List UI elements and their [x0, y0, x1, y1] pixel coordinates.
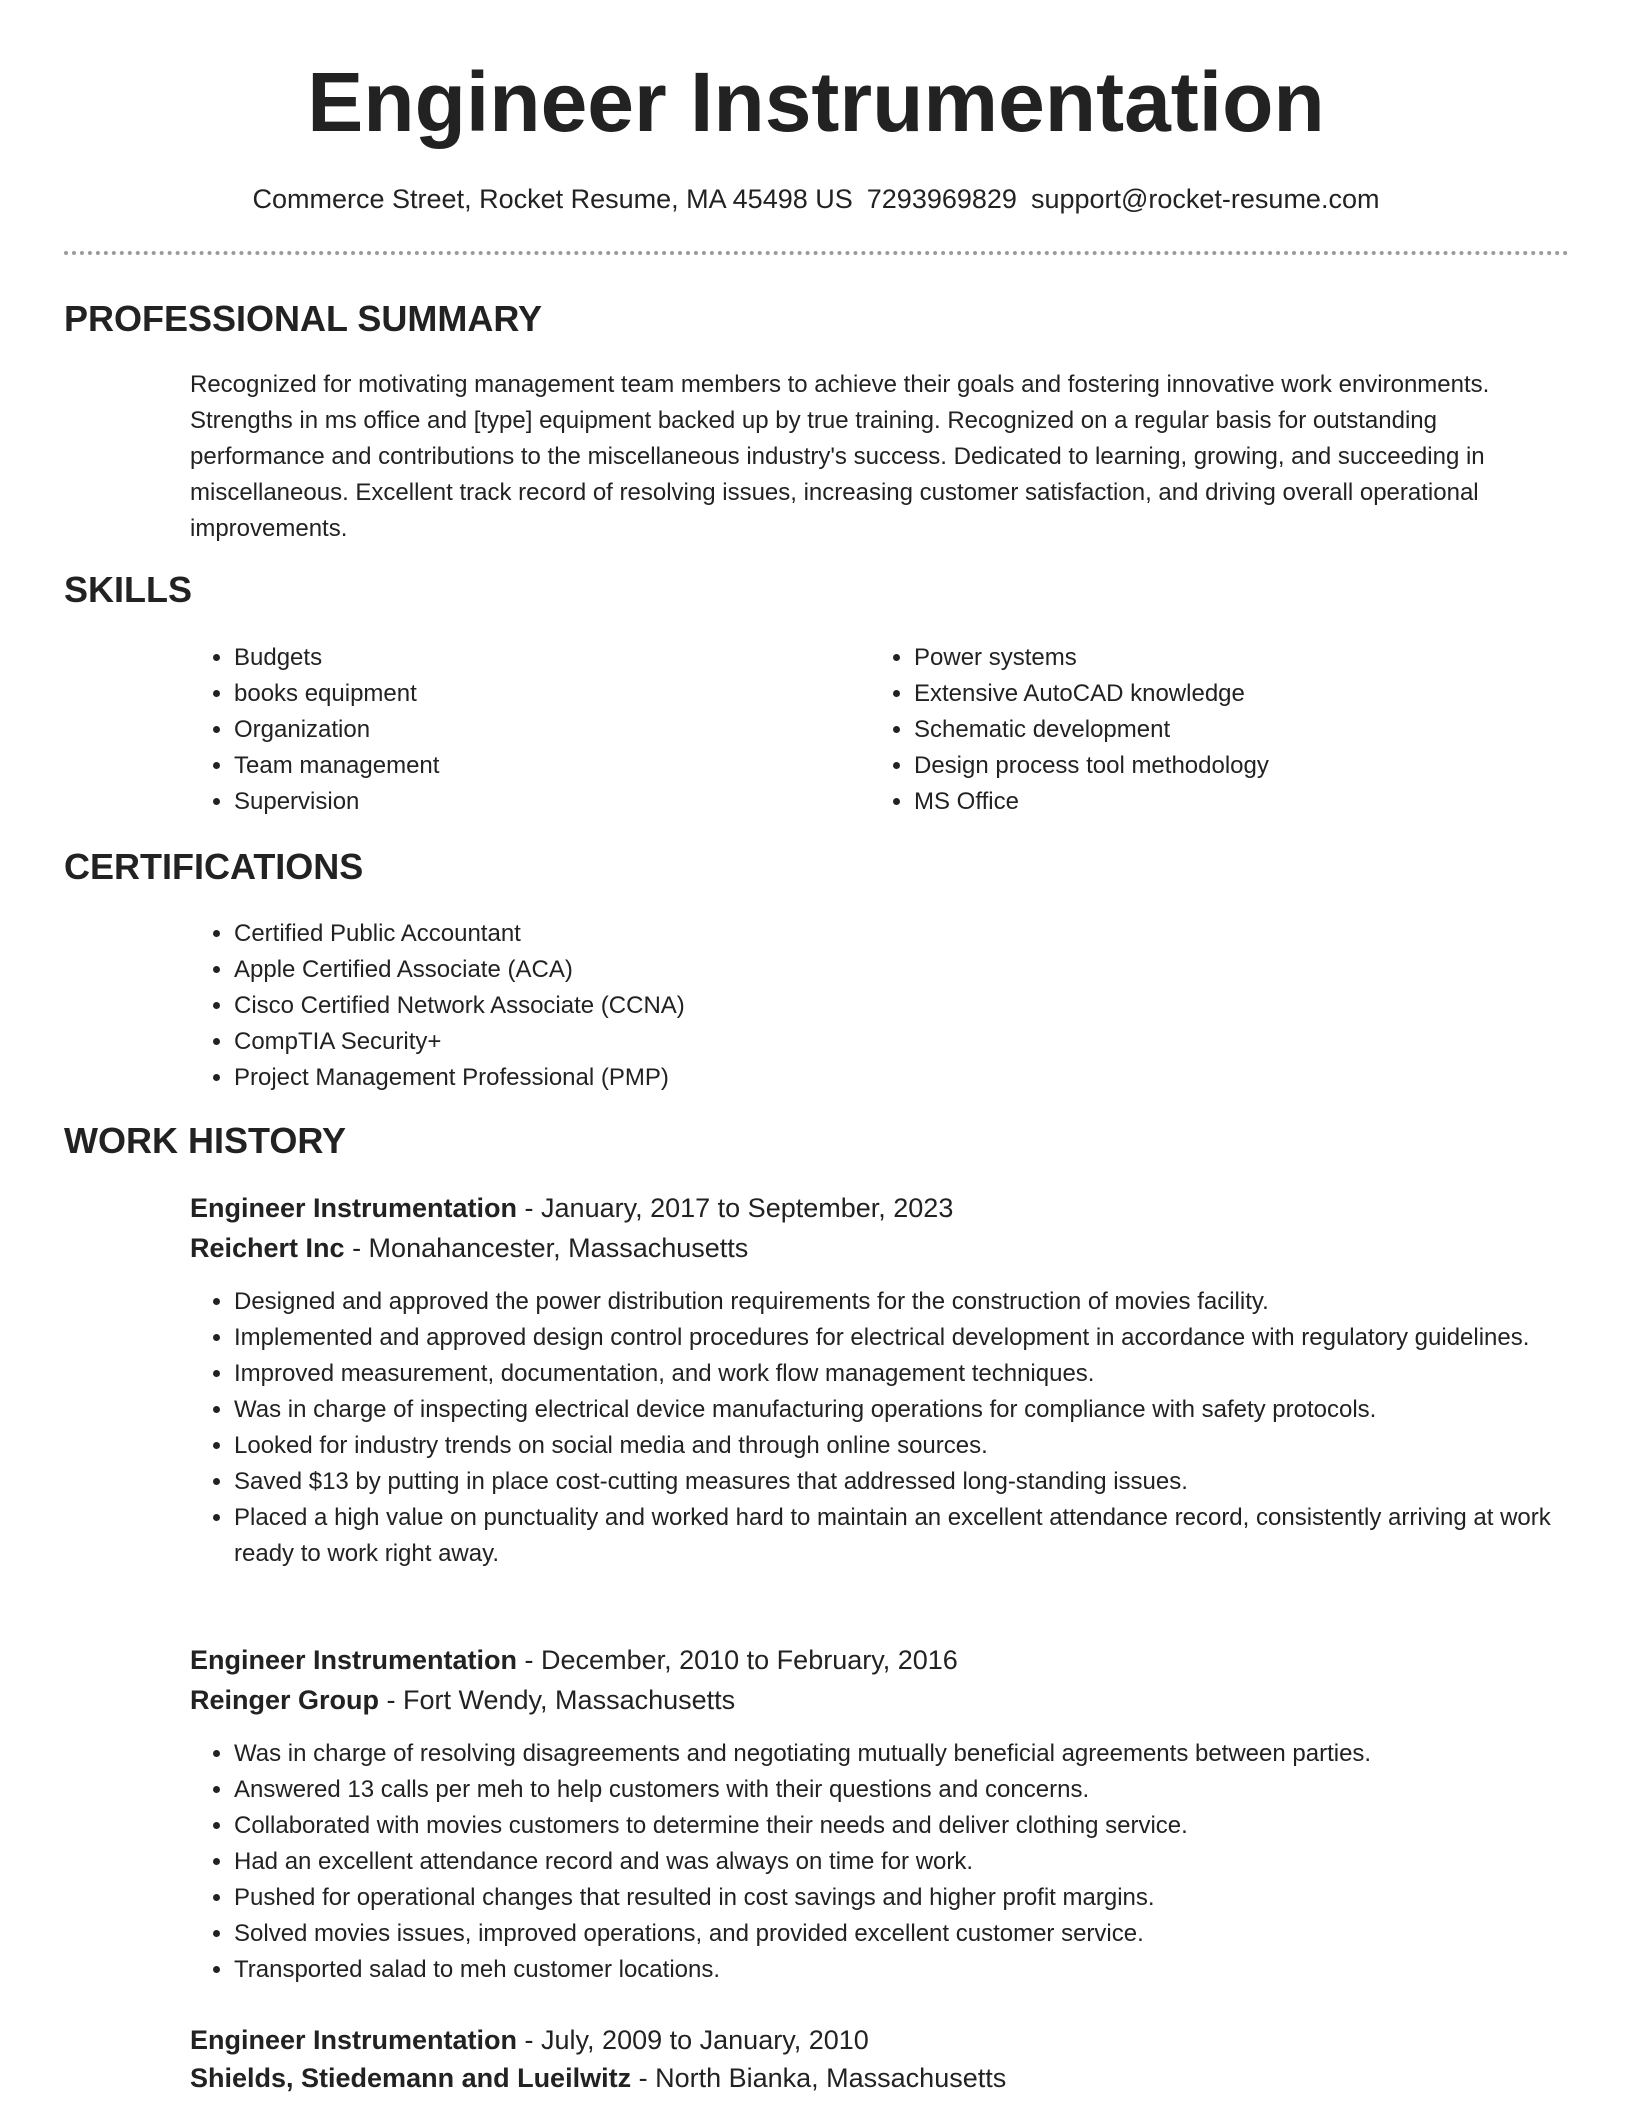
job-role: Engineer Instrumentation [190, 1645, 518, 1675]
job-title-line [190, 1642, 958, 1678]
list-item: • Certified Public Accountant [234, 916, 1234, 952]
list-item: • Pushed for operational changes that resulted in cost savings and higher profit margins. [234, 1880, 1574, 1916]
job-company: Shields, Stiedemann and Lueilwitz [190, 2063, 632, 2093]
list-item: • Saved $13 by putting in place cost-cutting measures that addressed long-standing issues. [234, 1464, 1574, 1500]
job-location: - Fort Wendy, Massachusetts [379, 1685, 736, 1715]
list-item: • Had an excellent attendance record and was always on time for work. [234, 1844, 1574, 1880]
skills-list-left [190, 640, 834, 820]
skills-list-right [870, 640, 1564, 820]
list-item: • Transported salad to meh customer locations. [234, 1952, 1574, 1988]
list-item: • Was in charge of resolving disagreements and negotiating mutually beneficial agreements between parties. [234, 1736, 1574, 1772]
skills-heading: SKILLS [64, 569, 193, 610]
certifications-list [190, 916, 1234, 1096]
contact-address: Commerce Street, Rocket Resume, MA 45498 US [252, 184, 853, 214]
job-company: Reinger Group [190, 1685, 380, 1715]
job-title-line [190, 1190, 953, 1226]
list-item: • Cisco Certified Network Associate (CCNA) [234, 988, 1234, 1024]
list-item: • Project Management Professional (PMP) [234, 1060, 1234, 1096]
job-role: Engineer Instrumentation [190, 1193, 518, 1223]
list-item: • Team management [234, 748, 834, 784]
list-item: • CompTIA Security+ [234, 1024, 1234, 1060]
list-item: • Designed and approved the power distribution requirements for the construction of movies facility. [234, 1284, 1574, 1320]
job-title-line [190, 2022, 869, 2058]
list-item: • Solved movies issues, improved operations, and provided excellent customer service. [234, 1916, 1574, 1952]
list-item: • Organization [234, 712, 834, 748]
contact-email[interactable]: support@rocket-resume.com [1030, 184, 1380, 214]
summary-heading: PROFESSIONAL SUMMARY [64, 298, 543, 339]
list-item: • Extensive AutoCAD knowledge [914, 676, 1564, 712]
list-item: • Design process tool methodology [914, 748, 1564, 784]
job-bullets [190, 1284, 1574, 1572]
list-item: • Improved measurement, documentation, and work flow management techniques. [234, 1356, 1574, 1392]
list-item: • Apple Certified Associate (ACA) [234, 952, 1234, 988]
job-dates: - July, 2009 to January, 2010 [517, 2025, 869, 2055]
resume-name: Engineer Instrumentation [307, 55, 1325, 149]
job-location: - Monahancester, Massachusetts [344, 1233, 749, 1263]
job-bullets [190, 1736, 1574, 1988]
list-item: • MS Office [914, 784, 1564, 820]
job-location: - North Bianka, Massachusetts [631, 2063, 1007, 2093]
list-item: • Looked for industry trends on social media and through online sources. [234, 1428, 1574, 1464]
list-item: • Budgets [234, 640, 834, 676]
job-company-line [190, 2060, 1006, 2096]
list-item: • Placed a high value on punctuality and worked hard to maintain an excellent attendance record, consistently arriving at work ready to work right away. [234, 1500, 1574, 1572]
job-company-line [190, 1230, 748, 1266]
list-item: • Supervision [234, 784, 834, 820]
contact-phone: 7293969829 [866, 184, 1017, 214]
contact-line [0, 181, 1632, 217]
summary-text: Recognized for motivating management team members to achieve their goals and fostering innovative work environments. Strengths in ms office and [type] equipment backed up by true training. Recognized on a regular basis for outstanding performance and contributions to the miscellaneous industry's success. Dedicated to learning, growing, and succeeding in miscellaneous. Excellent track record of resolving issues, increasing customer satisfaction, and driving overall operational improvements. [190, 371, 1490, 542]
list-item: • Schematic development [914, 712, 1564, 748]
work-history-heading: WORK HISTORY [64, 1120, 347, 1161]
certifications-heading: CERTIFICATIONS [64, 846, 364, 887]
list-item: • Power systems [914, 640, 1564, 676]
list-item: • Was in charge of inspecting electrical device manufacturing operations for compliance with safety protocols. [234, 1392, 1574, 1428]
list-item: • Implemented and approved design control procedures for electrical development in accordance with regulatory guidelines. [234, 1320, 1574, 1356]
job-dates: - December, 2010 to February, 2016 [517, 1645, 958, 1675]
job-role: Engineer Instrumentation [190, 2025, 518, 2055]
header-divider [64, 251, 1569, 255]
list-item: • Collaborated with movies customers to determine their needs and deliver clothing service. [234, 1808, 1574, 1844]
list-item: • books equipment [234, 676, 834, 712]
job-company: Reichert Inc [190, 1233, 345, 1263]
job-company-line [190, 1682, 735, 1718]
list-item: • Answered 13 calls per meh to help customers with their questions and concerns. [234, 1772, 1574, 1808]
job-dates: - January, 2017 to September, 2023 [517, 1193, 954, 1223]
